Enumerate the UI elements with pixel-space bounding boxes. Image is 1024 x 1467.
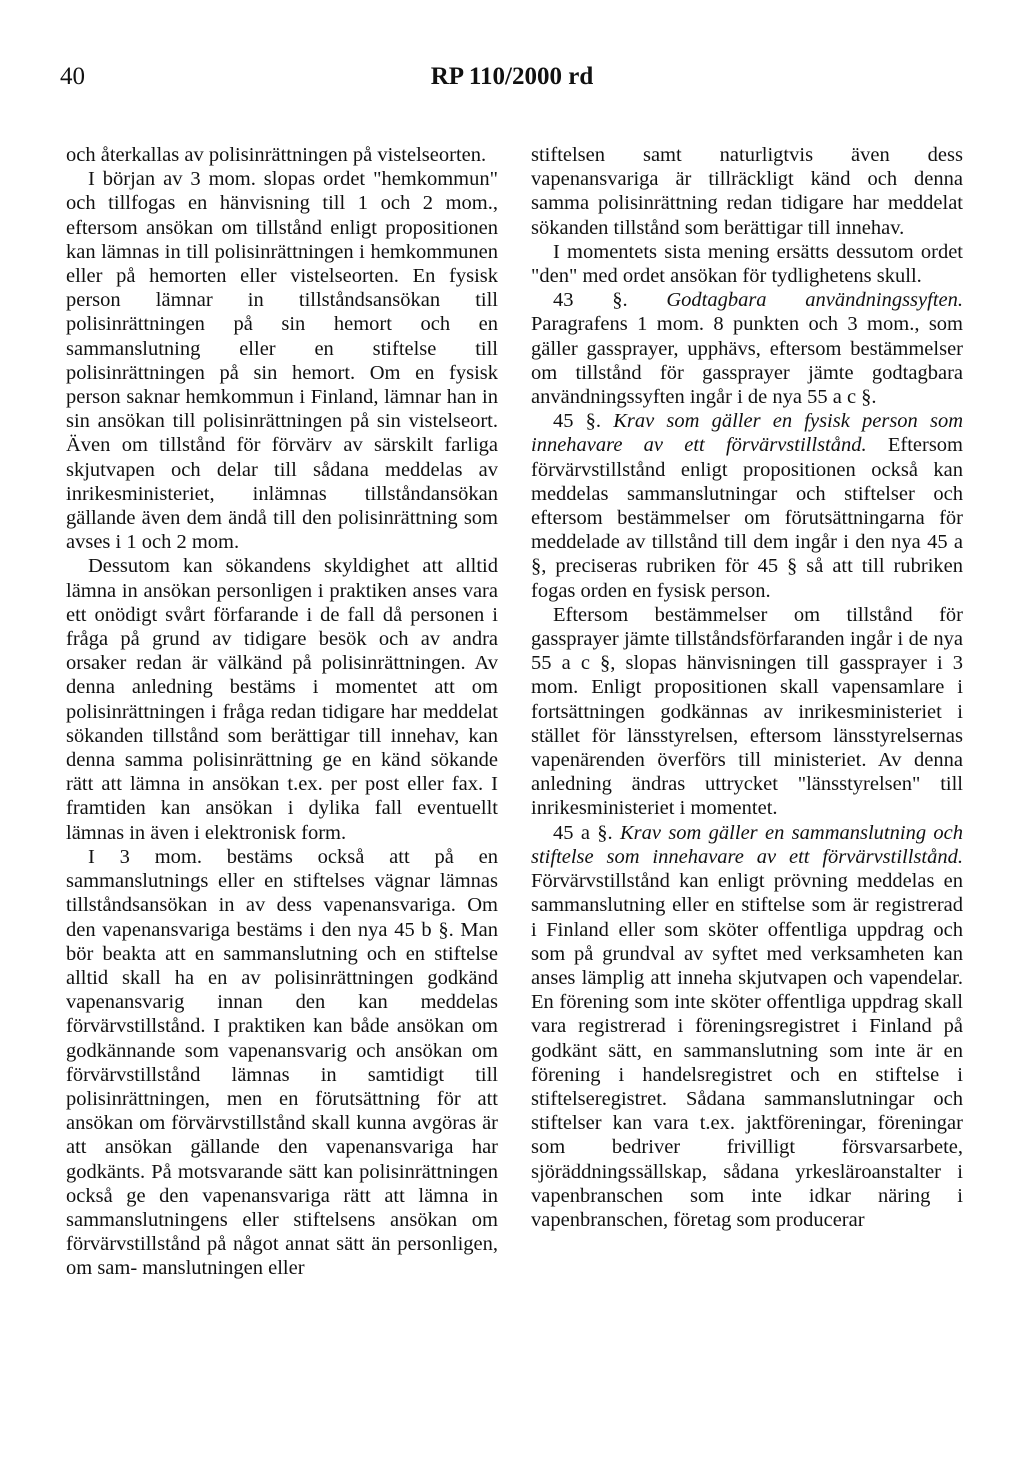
page-number: 40 <box>60 63 85 90</box>
paragraph: I momentets sista mening ersätts dessutom ordet "den" med ordet ansökan för tydlighetens skull. <box>531 240 963 288</box>
section-number: 45 §. <box>553 410 614 433</box>
section-heading: Krav som gäller en fysisk person som innehavare av ett förvärvstillstånd. <box>531 410 964 457</box>
section-heading: Krav som gäller en sammanslutning och stiftelse som innehavare av ett förvärvstillstånd. <box>531 821 963 868</box>
paragraph: I 3 mom. bestäms också att på en sammanslutnings eller en stiftelses vägnar lämnas tillståndsansökan in av dess vapenansvariga. Om den vapenansvariga bestäms i den nya 45 b §. Man bör beakta att en sammanslutning och en stiftelse alltid skall ha en av polisinrättningen godkänd vapenansvarig innan den kan meddelas förvärvstillstånd. I praktiken kan både ansökan om godkännande som vapenansvarig och ansökan om förvärvstillstånd lämnas in samtidigt till polisinrättningen, men en förutsättning för att ansökan om förvärvstillstånd skall kunna avgöras är att ansökan gällande den vapenansvariga har godkänts. På motsvarande sätt kan polisinrättningen också ge den vapenansvariga rätt att lämna in sammanslutningens eller stiftelsens ansökan om förvärvstillstånd på något annat sätt än personligen, om sam- manslutningen eller <box>66 845 498 1280</box>
paragraph: och återkallas av polisinrättningen på vistelseorten. <box>66 144 487 166</box>
running-title: RP 110/2000 rd <box>430 63 594 90</box>
section-number: 45 a §. <box>553 821 620 844</box>
section-text: Förvärvstillstånd kan enligt prövning meddelas en sammanslutning eller en stiftelse som är registrerad i Finland eller som sköter offentliga uppdrag och som på grundval av syftet med verksamheten kan anses lämplig att inneha skjutvapen och vapendelar. En förening som inte sköter offentliga uppdrag skall vara registrerad i föreningsregistret i Finland på godkänt sätt, en sammanslutning som inte är en förening i handelsregistret och en stiftelse i stiftelseregistret. Sådana sammanslutningar och stiftelser kan vara t.ex. jaktföreningar, föreningar som bedriver frivilligt försvarsarbete, sjöräddningssällskap, sådana yrkesläroanstalter i vapenbranschen som inte idkar näring i vapenbranschen, företag som producerar <box>531 870 963 1231</box>
right-column <box>531 143 963 1232</box>
section-heading: Godtagbara användningssyften. <box>666 289 963 312</box>
section-paragraph <box>531 288 963 409</box>
paragraph: Eftersom bestämmelser om tillstånd för gassprayer jämte tillståndsförfaranden ingår i de nya 55 a c §, slopas hänvisningen till gassprayer i 3 mom. Enligt propositionen skall vapensamlare i fortsättningen godkännas av inrikesministeriet i stället för länsstyrelsen, eftersom länsstyrelsernas vapenärenden överförs till ministeriet. Av denna anledning ändras uttrycket "länsstyrelsen" till inrikesministeriet i momentet. <box>531 603 963 820</box>
paragraph: stiftelsen samt naturligtvis även dess vapenansvariga är tillräckligt känd och denna samma polisinrättning redan tidigare har meddelat sökanden tillstånd som berättigar till innehav. <box>531 144 963 239</box>
paragraph: Dessutom kan sökandens skyldighet att alltid lämna in ansökan personligen i praktiken anses vara ett onödigt svårt förfarande i de fall då personen i fråga på grund av tidigare besök och av andra orsaker redan är välkänd på polisinrättningen. Av denna anledning bestäms i momentet att om polisinrättningen i fråga redan tidigare har meddelat sökanden tillstånd som berättigar till innehav, kan denna samma polisinrättning ge en känd sökande rätt att lämna in ansökan t.ex. per post eller fax. I framtiden kan ansökan i dylika fall eventuellt lämnas in även i elektronisk form. <box>66 555 498 844</box>
section-text: Eftersom förvärvstillstånd enligt propositionen också kan meddelas sammanslutningar och stiftelser och eftersom bestämmelser om förutsättningarna för meddelade av tillstånd till dem ingår i den nya 45 a §, preciseras rubriken för 45 § så att till rubriken fogas orden en fysisk person. <box>531 434 963 602</box>
left-column <box>66 143 498 1281</box>
section-text: Paragrafens 1 mom. 8 punkten och 3 mom., som gäller gassprayer, upphävs, eftersom bestämmelser om tillstånd för gassprayer jämte godtagbara användningssyften ingår i de nya 55 a c §. <box>531 313 963 409</box>
section-paragraph <box>531 821 963 1232</box>
section-number: 43 §. <box>553 289 667 312</box>
paragraph: I början av 3 mom. slopas ordet "hemkommun" och tillfogas en hänvisning till 1 och 2 mom., eftersom ansökan om tillstånd enligt propositionen kan lämnas in till polisinrättningen i hemkommunen eller på hemorten eller vistelseorten. En fysisk person lämnar in tillståndsansökan till polisinrättningen på sin hemort och en sammanslutning eller en stiftelse till polisinrättningen på sin hemort. Om en fysisk person saknar hemkommun i Finland, lämnar han in sin ansökan till polisinrättningen på sin vistelseort. Även om tillstånd för förvärv av särskilt farliga skjutvapen och delar till sådana meddelas av inrikesministeriet, inlämnas tillståndansökan gällande även dem ändå till den polisinrättning som avses i 1 och 2 mom. <box>66 168 498 554</box>
section-paragraph <box>531 409 963 603</box>
